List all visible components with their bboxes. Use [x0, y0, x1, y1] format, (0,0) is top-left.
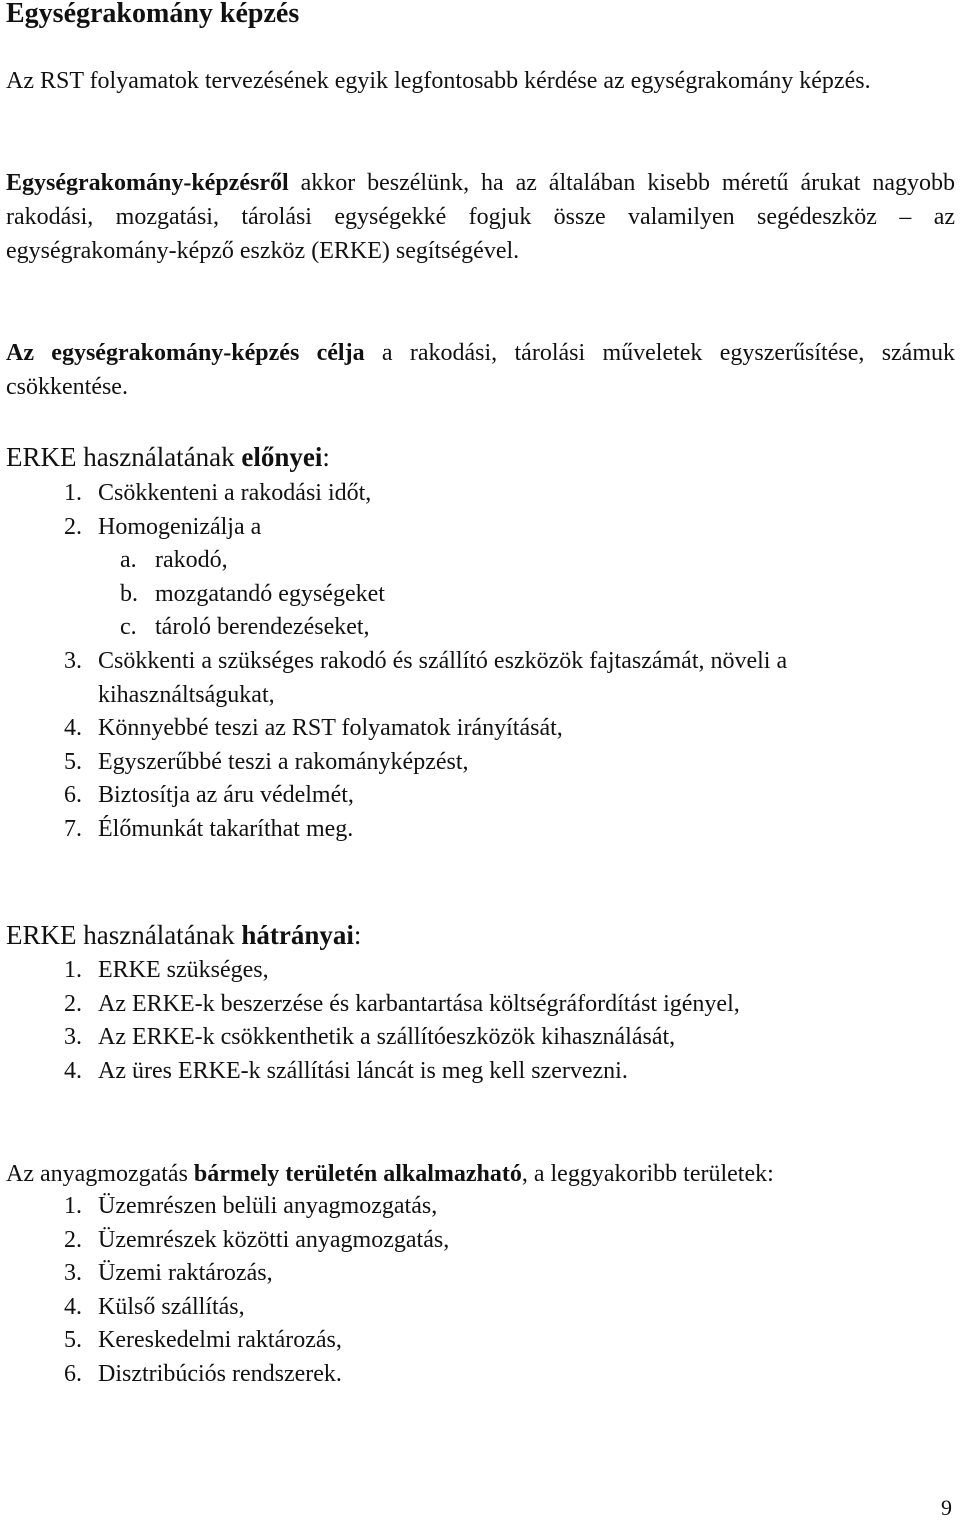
advantages-sublist: [98, 544, 960, 645]
item-number: 4.: [64, 1057, 82, 1084]
list-item: [0, 1291, 960, 1325]
item-number: 6.: [64, 1360, 82, 1387]
list-item: [0, 1257, 960, 1291]
areas-paragraph: [6, 1157, 955, 1191]
item-text: Üzemi raktározás,: [98, 1260, 273, 1287]
item-number: 2.: [64, 990, 82, 1017]
disadvantages-heading-bold: hátrányai: [241, 920, 354, 950]
item-text: Disztribúciós rendszerek.: [98, 1360, 342, 1387]
item-number: 1.: [64, 1193, 82, 1219]
disadvantages-list: [0, 954, 960, 1088]
areas-list: [0, 1190, 960, 1392]
disadvantages-heading-prefix: ERKE használatának: [6, 920, 242, 950]
list-item: [0, 1055, 960, 1089]
list-item: [0, 1190, 960, 1224]
goal-text: a rakodási, tárolási műveletek egyszerűsítése, számuk csökkentése.: [6, 340, 956, 400]
areas-intro-bold: bármely területén alkalmazható: [193, 1161, 522, 1187]
definition-term: Egységrakomány-képzésről: [6, 170, 289, 196]
item-number: 4.: [64, 715, 82, 742]
advantages-heading: [6, 440, 330, 474]
sublist-item: [0, 544, 960, 578]
item-text: Az ERKE-k beszerzése és karbantartása költségráfordítást igényel,: [98, 990, 740, 1017]
list-item: [0, 511, 960, 645]
advantages-heading-bold: előnyei: [241, 442, 323, 472]
item-text: Csökkenti a szükséges rakodó és szállító eszközök fajtaszámát, növeli a kihasználtságukat,: [98, 647, 788, 708]
item-text: Homogenizálja a: [98, 513, 262, 540]
disadvantages-heading: [6, 918, 361, 952]
advantages-heading-suffix: :: [322, 442, 330, 472]
subitem-text: tároló berendezéseket,: [155, 614, 370, 641]
item-text: Üzemrészen belüli anyagmozgatás,: [98, 1193, 438, 1219]
item-text: Üzemrészek közötti anyagmozgatás,: [98, 1226, 450, 1253]
list-item: [0, 746, 960, 780]
item-number: 3.: [64, 1024, 82, 1051]
sublist-item: [0, 611, 960, 645]
item-number: 5.: [64, 1327, 82, 1354]
sublist-item: [0, 578, 960, 612]
list-item: [0, 477, 960, 511]
subitem-letter: a.: [120, 547, 137, 574]
page-number: 9: [941, 1495, 952, 1520]
item-number: 7.: [64, 815, 82, 842]
list-item: [0, 1324, 960, 1358]
item-number: 2.: [64, 1226, 82, 1253]
item-text: Egyszerűbbé teszi a rakományképzést,: [98, 748, 469, 775]
list-item: [0, 813, 960, 847]
subitem-text: rakodó,: [155, 547, 228, 574]
item-text: Az üres ERKE-k szállítási láncát is meg kell szervezni.: [98, 1057, 628, 1084]
item-text: ERKE szükséges,: [98, 957, 269, 983]
item-text: Külső szállítás,: [98, 1293, 245, 1320]
item-number: 3.: [64, 1260, 82, 1287]
item-number: 6.: [64, 782, 82, 809]
definition-paragraph: [6, 166, 955, 268]
subitem-text: mozgatandó egységeket: [155, 580, 385, 607]
list-item: [0, 988, 960, 1022]
item-number: 1.: [64, 957, 82, 983]
list-item: [0, 645, 960, 712]
item-number: 1.: [64, 480, 82, 506]
item-text: Könnyebbé teszi az RST folyamatok irányítását,: [98, 715, 563, 742]
item-number: 4.: [64, 1293, 82, 1320]
list-item: [0, 779, 960, 813]
intro-paragraph: Az RST folyamatok tervezésének egyik legfontosabb kérdése az egységrakomány képzés.: [6, 68, 871, 94]
subitem-letter: c.: [120, 614, 137, 641]
subitem-letter: b.: [120, 580, 138, 607]
item-text: Kereskedelmi raktározás,: [98, 1327, 342, 1354]
item-text: Csökkenteni a rakodási időt,: [98, 480, 372, 506]
goal-paragraph: [6, 336, 955, 404]
disadvantages-heading-suffix: :: [353, 920, 362, 950]
areas-intro-prefix: Az anyagmozgatás: [6, 1161, 194, 1187]
advantages-heading-prefix: ERKE használatának: [6, 442, 242, 472]
page-title: Egységrakomány képzés: [6, 0, 300, 29]
item-number: 5.: [64, 748, 82, 775]
list-item: [0, 1224, 960, 1258]
item-text: Élőmunkát takaríthat meg.: [98, 815, 354, 842]
areas-intro-suffix: , a leggyakoribb területek:: [521, 1161, 774, 1187]
list-item: [0, 712, 960, 746]
item-text: Biztosítja az áru védelmét,: [98, 782, 354, 809]
list-item: [0, 1358, 960, 1392]
advantages-list: [0, 477, 960, 847]
item-number: 3.: [64, 647, 82, 674]
list-item: [0, 1021, 960, 1055]
goal-term: Az egységrakomány-képzés célja: [6, 340, 365, 366]
item-text: Az ERKE-k csökkenthetik a szállítóeszközök kihasználását,: [98, 1024, 676, 1051]
definition-text: akkor beszélünk, ha az általában kisebb méretű árukat nagyobb rakodási, mozgatási, tárolási egységekké fogjuk össze valamilyen segédeszköz – az egységrakomány-képző eszköz (ERKE) segítségével.: [6, 170, 955, 264]
list-item: [0, 954, 960, 988]
item-number: 2.: [64, 513, 82, 540]
